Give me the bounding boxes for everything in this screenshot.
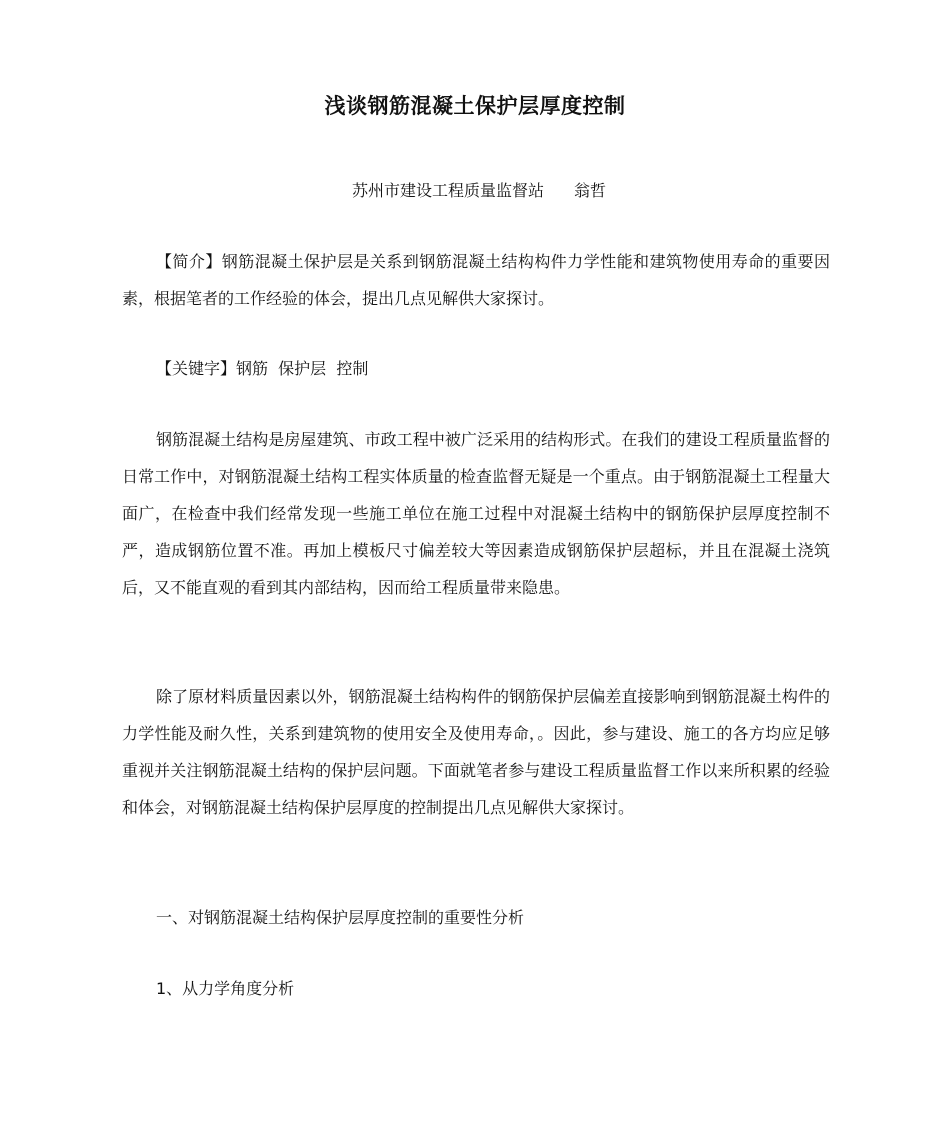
document-title: 浅谈钢筋混凝土保护层厚度控制 xyxy=(324,94,626,118)
body-paragraph: 钢筋混凝土结构是房屋建筑、市政工程中被广泛采用的结构形式。在我们的建设工程质量监督的日常工作中，对钢筋混凝土结构工程实体质量的检查监督无疑是一个重点。由于钢筋混凝土工程量大面广，在检查中我们经常发现一些施工单位在施工过程中对混凝土结构中的钢筋保护层厚度控制不严，造成钢筋位置不准。再加上模板尺寸偏差较大等因素造成钢筋保护层超标，并且在混凝土浇筑后，又不能直观的看到其内部结构，因而给工程质量带来隐患。 xyxy=(122,430,830,597)
author-name: 翁哲 xyxy=(574,181,607,200)
body-paragraph: 除了原材料质量因素以外，钢筋混凝土结构构件的钢筋保护层偏差直接影响到钢筋混凝土构件的力学性能及耐久性，关系到建筑物的使用安全及使用寿命，。因此，参与建设、施工的各方均应足够重视并关注钢筋混凝土结构的保护层问题。下面就笔者参与建设工程质量监督工作以来所积累的经验和体会，对钢筋混凝土结构保护层厚度的控制提出几点见解供大家探讨。 xyxy=(122,687,830,817)
byline xyxy=(352,178,606,201)
abstract-paragraph: 【简介】钢筋混凝土保护层是关系到钢筋混凝土结构构件力学性能和建筑物使用寿命的重要因素，根据笔者的工作经验的体会，提出几点见解供大家探讨。 xyxy=(122,252,830,308)
keywords-paragraph: 【关键字】钢筋 保护层 控制 xyxy=(156,359,369,378)
subsection-heading: 1、从力学角度分析 xyxy=(156,979,295,998)
section-heading: 一、对钢筋混凝土结构保护层厚度控制的重要性分析 xyxy=(156,908,525,927)
author-organization: 苏州市建设工程质量监督站 xyxy=(352,181,545,200)
